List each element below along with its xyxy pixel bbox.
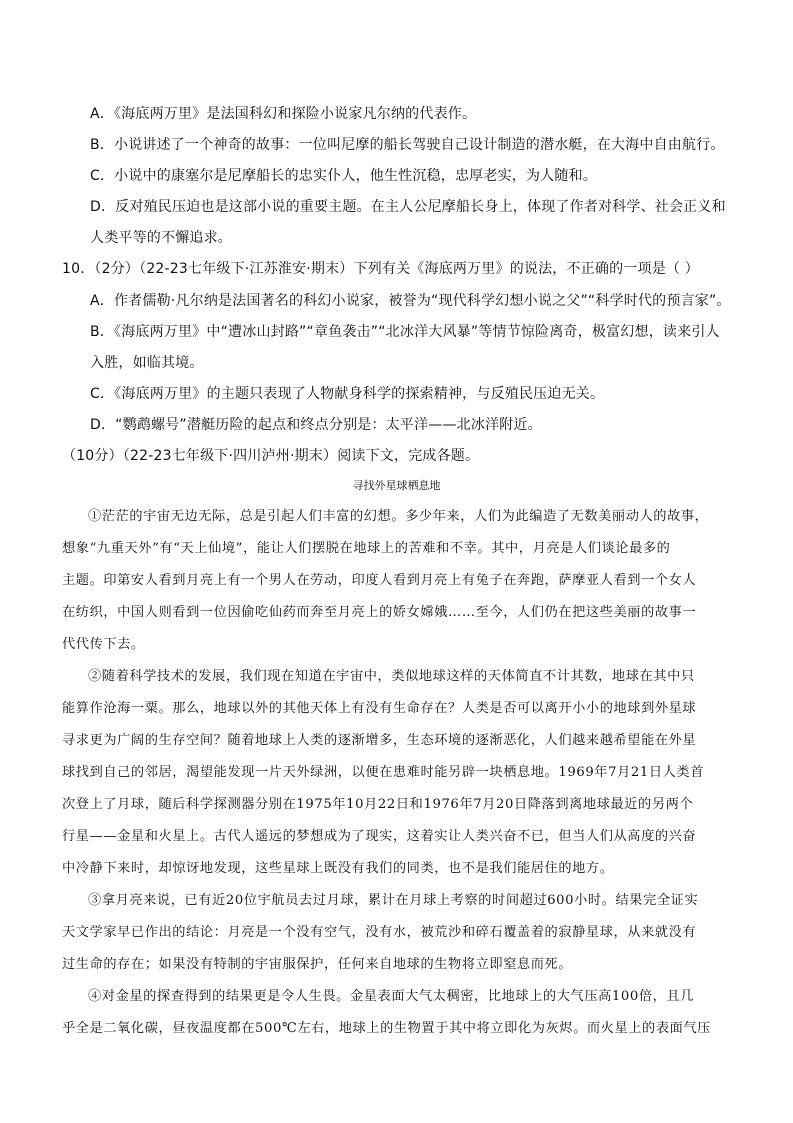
q10-option-c: C．《海底两万里》的主题只表现了人物献身科学的探索精神，与反殖民压迫无关。 xyxy=(90,386,605,402)
passage-line: ①茫茫的宇宙无边无际，总是引起人们丰富的幻想。多少年来，人们为此编造了无数美丽动人的故事， xyxy=(88,509,709,524)
passage-line: 在纺织，中国人则看到一位因偷吃仙药而奔至月亮上的娇女嫦娥……至今，人们仍在把这些美丽的故事一 xyxy=(62,605,697,620)
reading-stem: （10分）（22-23七年级下·四川泸州·期末）阅读下文，完成各题。 xyxy=(62,448,480,464)
q10-option-a: A．作者儒勒·凡尔纳是法国著名的科幻小说家，被誉为“现代科学幻想小说之父”“科学时代的预言家”。 xyxy=(90,293,731,309)
passage-line: 主题。印第安人看到月亮上有一个男人在劳动，印度人看到月亮上有兔子在奔跑，萨摩亚人看到一个女人 xyxy=(62,573,697,588)
passage-line: 寻求更为广阔的生存空间？随着地球上人类的逐渐增多，生态环境的逐渐恶化，人们越来越希望能在外星 xyxy=(62,733,697,748)
passage-title: 寻找外星球栖息地 xyxy=(352,479,441,492)
q9-option-d-cont: 人类平等的不懈追求。 xyxy=(90,230,232,246)
passage-line: 中冷静下来时，却惊讶地发现，这些星球上既没有我们的同类，也不是我们能居住的地方。 xyxy=(62,861,614,876)
q10-option-d: D．“鹦鹉螺号”潜艇历险的起点和终点分别是：太平洋——北冰洋附近。 xyxy=(90,417,542,433)
passage-line: ②随着科学技术的发展，我们现在知道在宇宙中，类似地球这样的天体简直不计其数，地球在其中只 xyxy=(88,669,695,684)
passage-line: ④对金星的探查得到的结果更是令人生畏。金星表面大气太稠密，比地球上的大气压高100倍，且几 xyxy=(88,989,695,1004)
passage-line: 过生命的存在；如果没有特制的宇宙服保护，任何来自地球的生物将立即窒息而死。 xyxy=(62,957,573,972)
q9-option-b: B．小说讲述了一个神奇的故事：一位叫尼摩的船长驾驶自己设计制造的潜水艇，在大海中自由航行。 xyxy=(90,137,725,153)
passage-line: 想象“九重天外”有“天上仙境”，能让人们摆脱在地球上的苦难和不幸。其中，月亮是人们谈论最多的 xyxy=(62,541,671,556)
q10-stem: 10．（2分）（22-23七年级下·江苏淮安·期末）下列有关《海底两万里》的说法，不正确的一项是（ ） xyxy=(62,261,699,277)
passage-line: ③拿月亮来说，已有近20位宇航员去过月球，累计在月球上考察的时间超过600小时。结果完全证实 xyxy=(88,893,699,908)
passage-line: 球找到自己的邻居，渴望能发现一片天外绿洲，以便在患难时能另辟一块栖息地。1969年7月21日人类首 xyxy=(62,765,705,780)
passage-line: 次登上了月球，随后科学探测器分别在1975年10月22日和1976年7月20日降落到离地球最近的另两个 xyxy=(62,797,694,812)
passage-line: 行星——金星和火星上。古代人遥远的梦想成为了现实，这着实让人类兴奋不已，但当人们从高度的兴奋 xyxy=(62,829,697,844)
q10-option-b-cont: 入胜，如临其境。 xyxy=(90,355,204,371)
passage-line: 能算作沧海一粟。那么，地球以外的其他天体上有没有生命存在？人类是否可以离开小小的地球到外星球 xyxy=(62,701,697,716)
q10-option-b: B．《海底两万里》中“遭冰山封路”“章鱼袭击”“北冰洋大风暴”等情节惊险离奇，极富幻想，读来引人 xyxy=(90,324,720,340)
passage-line: 天文学家早已作出的结论：月亮是一个没有空气，没有水，被荒沙和碎石覆盖着的寂静星球，从来就没有 xyxy=(62,925,697,940)
q9-option-d: D．反对殖民压迫也是这部小说的重要主题。在主人公尼摩船长身上，体现了作者对科学、社会正义和 xyxy=(90,199,726,215)
passage-line: 代代传下去。 xyxy=(62,637,145,652)
q9-option-a: A．《海底两万里》是法国科幻和探险小说家凡尔纳的代表作。 xyxy=(90,106,477,122)
q9-option-c: C．小说中的康塞尔是尼摩船长的忠实仆人，他生性沉稳，忠厚老实，为人随和。 xyxy=(90,168,597,184)
passage-line: 乎全是二氧化碳，昼夜温度都在500℃左右，地球上的生物置于其中将立即化为灰烬。而火星上的表面气压 xyxy=(62,1021,711,1036)
